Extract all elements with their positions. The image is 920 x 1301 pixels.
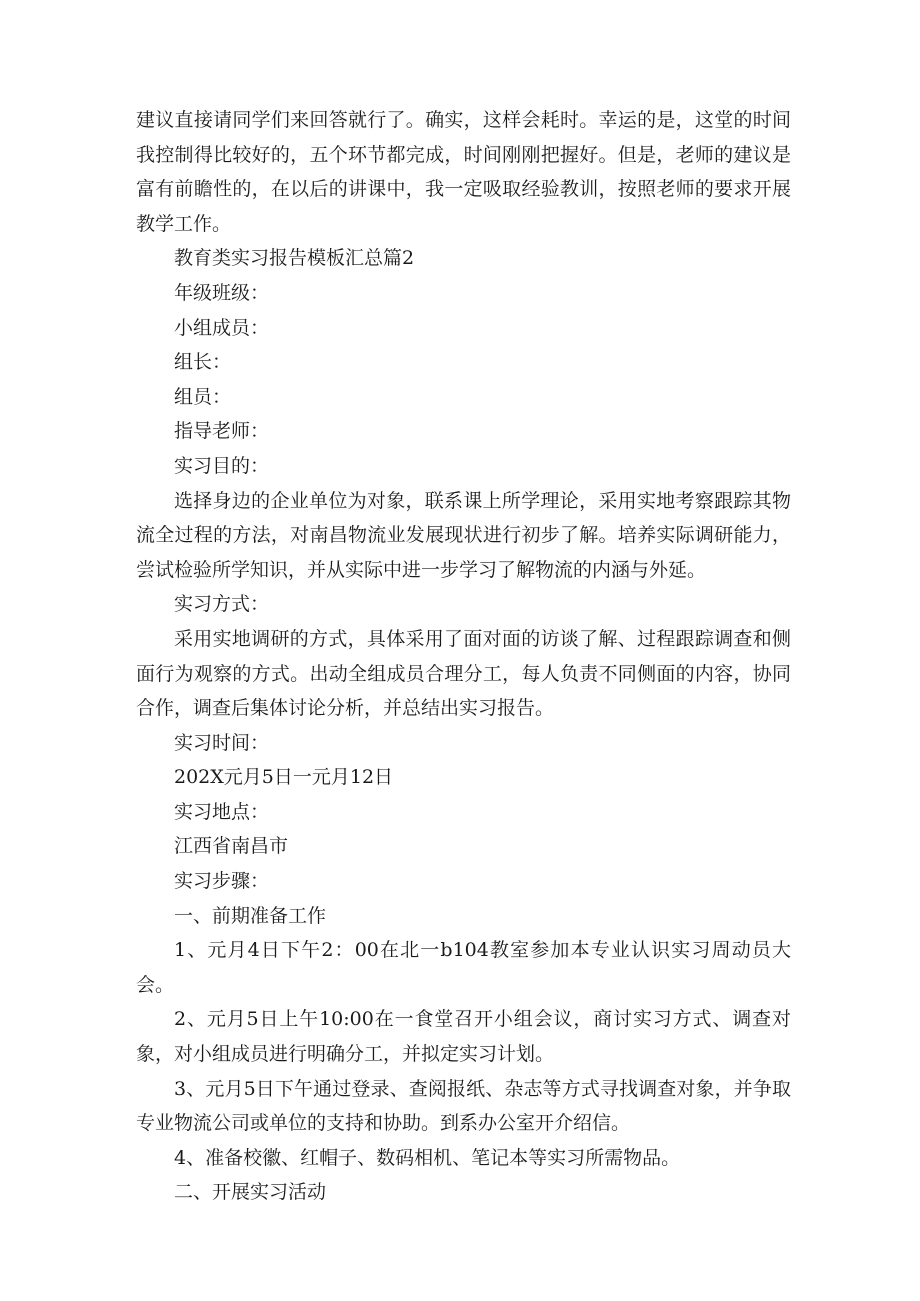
heading-purpose: 实习目的： [174, 454, 270, 477]
step-item-4: 4、准备校徽、红帽子、数码相机、笔记本等实习所需物品。 [174, 1146, 681, 1169]
paragraph-purpose: 选择身边的企业单位为对象，联系课上所学理论，采用实地考察跟踪其物流全过程的方法，对南昌物流业发展现状进行初步了解。培养实际调研能力，尝试检验所学知识，并从实际中进一步学习了解物流的内涵与外延。 [136, 489, 791, 581]
field-grade-class: 年级班级： [174, 281, 270, 304]
section-title: 教育类实习报告模板汇总篇2 [174, 247, 415, 270]
heading-preparation: 一、前期准备工作 [174, 904, 327, 927]
paragraph-intro-continuation: 建议直接请同学们来回答就行了。确实，这样会耗时。幸运的是，这堂的时间我控制得比较好的，五个环节都完成，时间刚刚把握好。但是，老师的建议是富有前瞻性的，在以后的讲课中，我一定吸取经验教训，按照老师的要求开展教学工作。 [136, 109, 791, 235]
heading-location: 实习地点： [174, 800, 270, 823]
value-time: 202X元月5日一元月12日 [174, 766, 394, 789]
field-group-members: 小组成员： [174, 316, 270, 339]
document-body [136, 103, 791, 1210]
value-location: 江西省南昌市 [174, 835, 289, 858]
step-item-1: 1、元月4日下午2：00在北一b104教室参加本专业认识实习周动员大会。 [136, 939, 791, 996]
paragraph-method: 采用实地调研的方式，具体采用了面对面的访谈了解、过程跟踪调查和侧面行为观察的方式。出动全组成员合理分工，每人负责不同侧面的内容，协同合作，调查后集体讨论分析，并总结出实习报告。 [136, 627, 791, 720]
step-item-2: 2、元月5日上午10:00在一食堂召开小组会议，商讨实习方式、调查对象，对小组成员进行明确分工，并拟定实习计划。 [136, 1008, 791, 1066]
field-group-leader: 组长： [174, 351, 232, 374]
heading-time: 实习时间： [174, 731, 270, 754]
field-instructor: 指导老师： [174, 420, 270, 443]
heading-method: 实习方式： [174, 593, 270, 616]
heading-activities: 二、开展实习活动 [174, 1181, 327, 1204]
heading-steps: 实习步骤： [174, 870, 270, 893]
step-item-3: 3、元月5日下午通过登录、查阅报纸、杂志等方式寻找调查对象，并争取专业物流公司或单位的支持和协助。到系办公室开介绍信。 [136, 1077, 791, 1135]
field-member: 组员： [174, 385, 232, 408]
